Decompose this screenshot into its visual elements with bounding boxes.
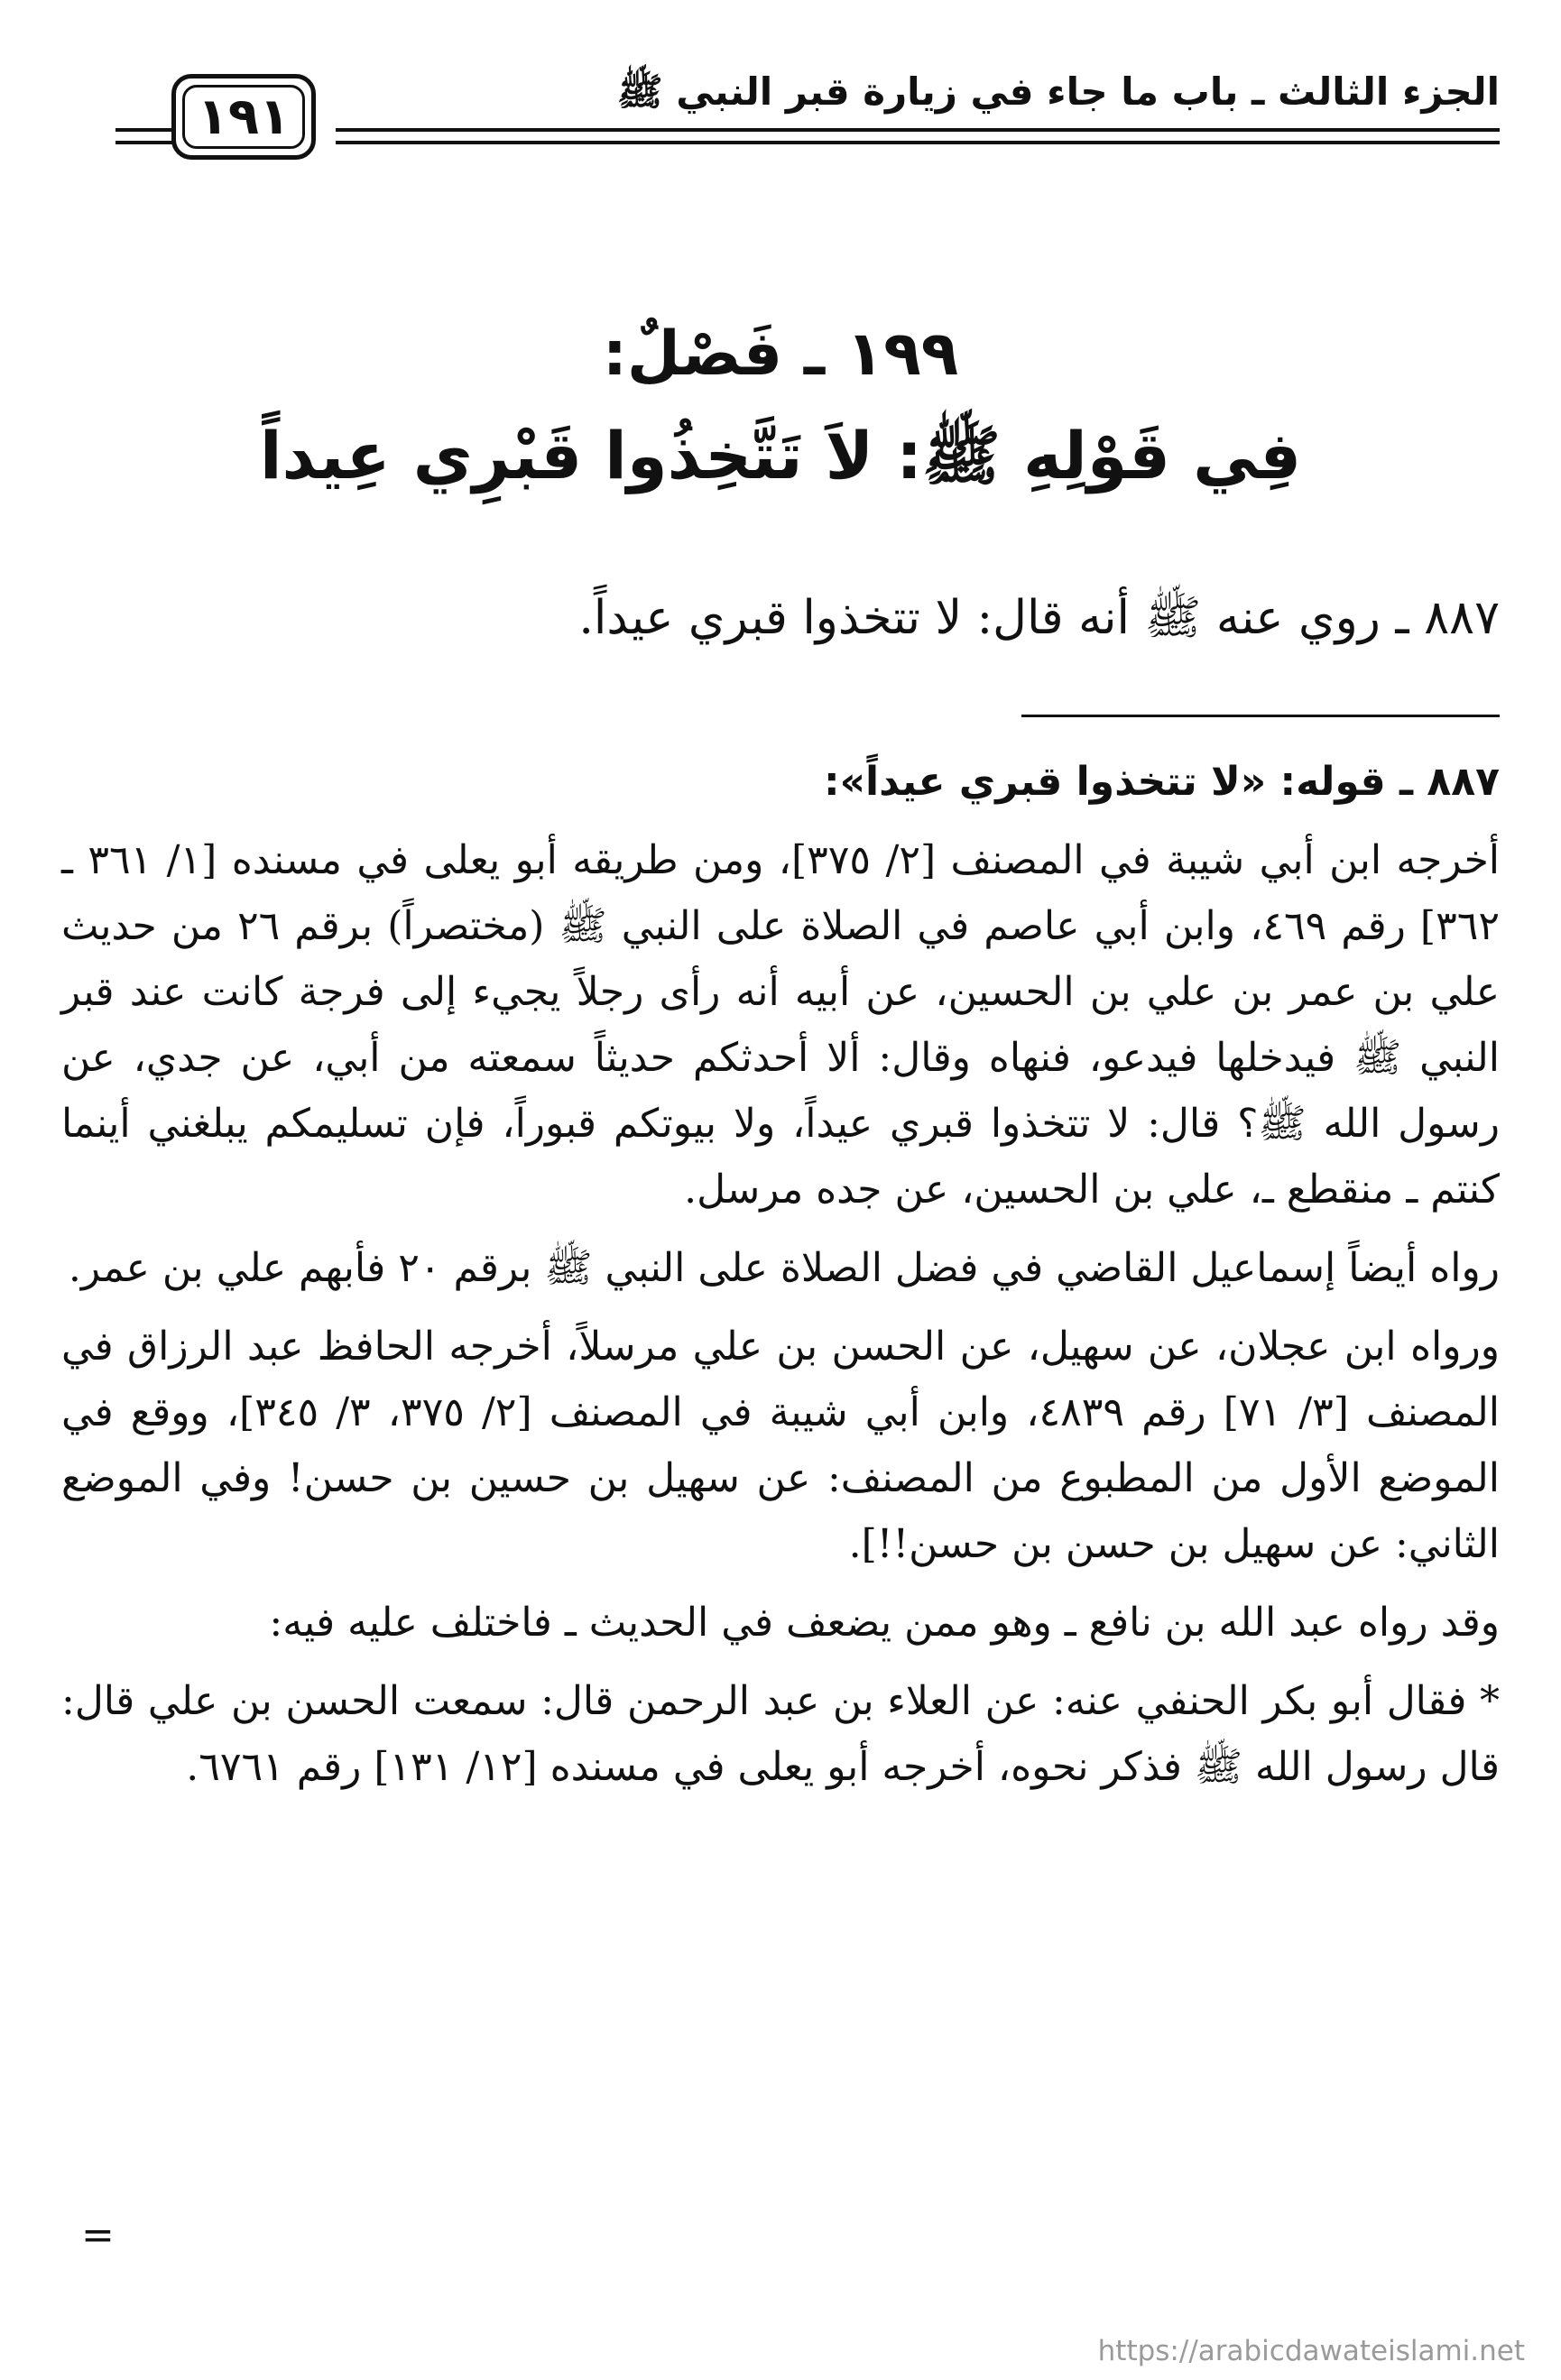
header-rule-top <box>336 128 1500 132</box>
commentary-paragraph: وقد رواه عبد الله بن نافع ـ وهو ممن يضعف في الحديث ـ فاختلف عليه فيه: <box>269 1600 1500 1646</box>
header-rule-bottom <box>336 141 1500 144</box>
footnote-separator <box>1021 715 1500 717</box>
header-rule-left-top <box>115 128 173 132</box>
watermark-url: https://arabicdawateislami.net <box>1097 2335 1525 2367</box>
section-heading-number: ١٩٩ ـ فَصْلٌ: <box>602 318 959 390</box>
commentary-block <box>61 749 1500 1813</box>
commentary-paragraph: رواه أيضاً إسماعيل القاضي في فضل الصلاة على النبي ﷺ برقم ٢٠ فأبهم علي بن عمر. <box>68 1245 1500 1291</box>
running-header-title: الجزء الثالث ـ باب ما جاء في زيارة قبر النبي ﷺ <box>616 69 1500 114</box>
hadith-text: ٨٨٧ ـ روي عنه ﷺ أنه قال: لا تتخذوا قبري عيداً. <box>578 591 1500 645</box>
page-number: ١٩١ <box>197 87 291 146</box>
header-rule-left-bottom <box>115 141 173 144</box>
commentary-paragraph: ورواه ابن عجلان، عن سهيل، عن الحسن بن علي مرسلاً، أخرجه الحافظ عبد الرزاق في المصنف [٣/ ٧١] رقم ٤٨٣٩، وابن أبي شيبة في المصنف [٢/ ٣٧٥، ٣/ ٣٤٥]، ووقع في الموضع الأول من المطبوع من المصنف: عن سهيل بن حسين بن حسن! وفي الموضع الثاني: عن سهيل بن حسن بن حسن!!]. <box>61 1324 1501 1567</box>
commentary-paragraph: * فقال أبو بكر الحنفي عنه: عن العلاء بن عبد الرحمن قال: سمعت الحسن بن علي قال: قال رسول الله ﷺ فذكر نحوه، أخرجه أبو يعلى في مسنده [١٢/ ١٣١] رقم ٦٧٦١. <box>61 1678 1500 1790</box>
section-heading-title: فِي قَوْلِهِ ﷺ: لاَ تَتَّخِذُوا قَبْرِي عِيداً <box>259 418 1302 494</box>
page-number-frame <box>171 74 316 160</box>
commentary-lead: ٨٨٧ ـ قوله: «لا تتخذوا قبري عيداً»: <box>824 759 1500 805</box>
commentary-paragraph: أخرجه ابن أبي شيبة في المصنف [٢/ ٣٧٥]، ومن طريقه أبو يعلى في مسنده [١/ ٣٦١ ـ ٣٦٢] رقم ٤٦٩، وابن أبي عاصم في الصلاة على النبي ﷺ (مختصراً) برقم ٢٦ من حديث علي بن عمر بن علي بن الحسين، عن أبيه أنه رأى رجلاً يجيء إلى فرجة كانت عند قبر النبي ﷺ فيدخلها فيدعو، فنهاه وقال: ألا أحدثكم حديثاً سمعته من أبي، عن جدي، عن رسول الله ﷺ؟ قال: لا تتخذوا قبري عيداً، ولا بيوتكم قبوراً، فإن تسليمكم يبلغني أينما كنتم ـ منقطع ـ، علي بن الحسين، عن جده مرسل. <box>61 837 1501 1213</box>
continuation-mark: = <box>81 2212 115 2258</box>
